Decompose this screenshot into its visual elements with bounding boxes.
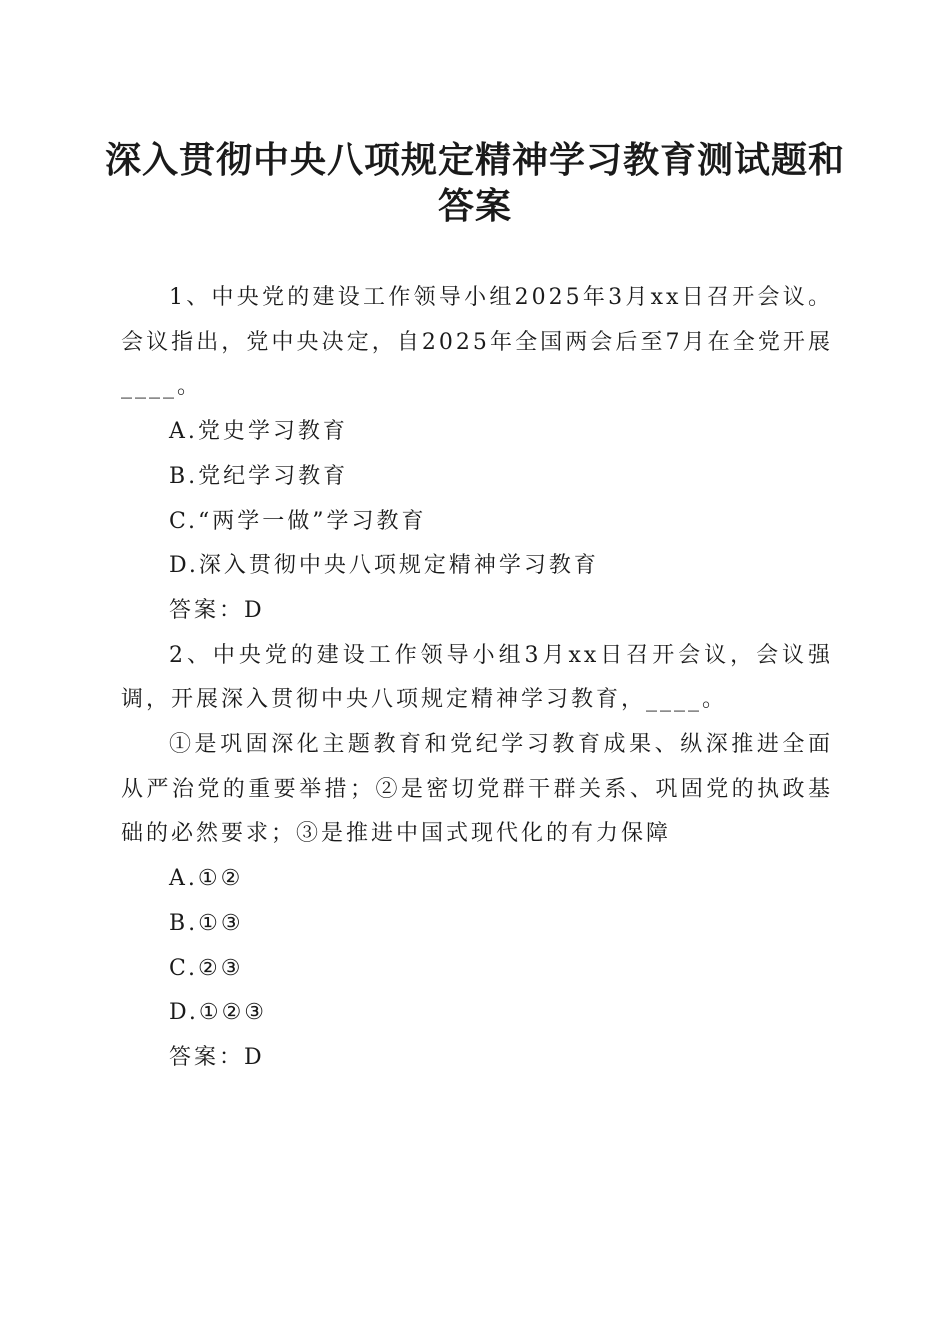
question-1-option-a: A.党史学习教育 xyxy=(169,419,348,445)
document-body xyxy=(121,276,833,1081)
document-title-line2: 答案 xyxy=(437,185,512,227)
question-1-option-d: D.深入贯彻中央八项规定精神学习教育 xyxy=(169,553,599,579)
question-1-option-c: C.“两学一做”学习教育 xyxy=(169,508,427,534)
document-title-line1: 深入贯彻中央八项规定精神学习教育测试题和 xyxy=(104,139,845,181)
question-1-stem: 1、中央党的建设工作领导小组2025年3月xx日召开会议。会议指出，党中央决定，自2025年全国两会后至7月在全党开展____。 xyxy=(121,285,833,400)
question-2-stem: 2、中央党的建设工作领导小组3月xx日召开会议，会议强调，开展深入贯彻中央八项规定精神学习教育，____。 xyxy=(121,642,833,713)
question-2-option-d: D.①②③ xyxy=(169,1000,268,1026)
question-2-statements: ①是巩固深化主题教育和党纪学习教育成果、纵深推进全面从严治党的重要举措；②是密切党群干群关系、巩固党的执政基础的必然要求；③是推进中国式现代化的有力保障 xyxy=(121,732,833,847)
question-2-option-c: C.②③ xyxy=(169,955,244,981)
question-1-option-b: B.党纪学习教育 xyxy=(169,463,349,489)
question-2-answer: 答案：D xyxy=(169,1044,265,1070)
question-2-option-a: A.①② xyxy=(169,866,244,892)
question-2-option-b: B.①③ xyxy=(169,910,244,936)
question-1-answer: 答案：D xyxy=(169,597,265,623)
